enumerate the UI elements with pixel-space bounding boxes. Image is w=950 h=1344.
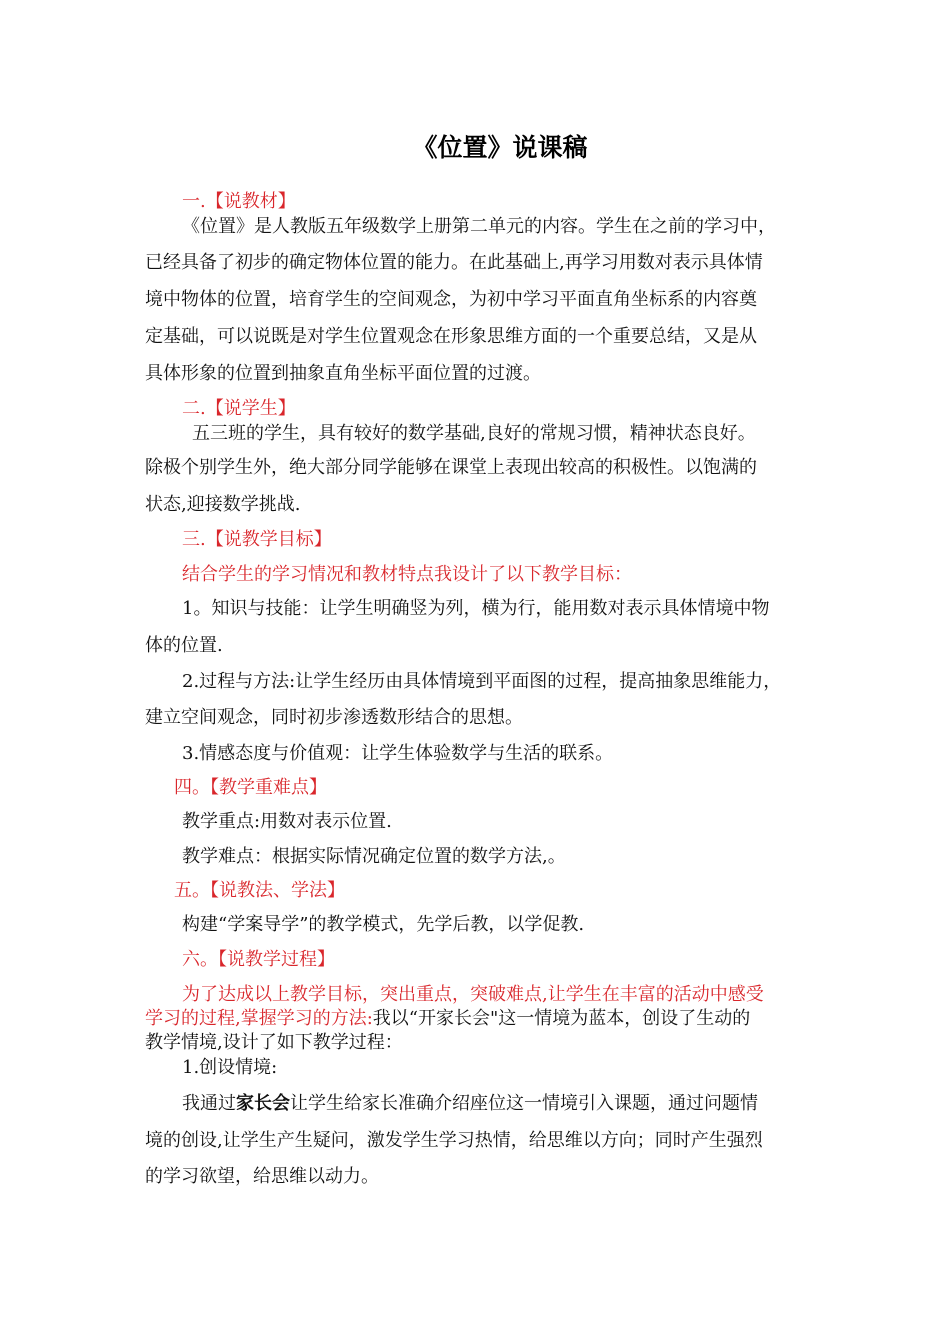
- page-title: 《位置》说课稿: [412, 133, 588, 162]
- s4-line-2: 教学难点：根据实际情况确定位置的数学方法,。: [182, 846, 566, 867]
- s6-para-bold: 家长会: [236, 1093, 290, 1114]
- s3-line-4: 建立空间观念，同时初步渗透数形结合的思想。: [145, 707, 523, 728]
- section-1-heading: 一.【说教材】: [182, 191, 296, 212]
- s1-line-5: 具体形象的位置到抽象直角坐标平面位置的过渡。: [145, 363, 541, 384]
- s6-para-b: 让学生给家长准确介绍座位这一情境引入课题，通过问题情: [290, 1093, 758, 1114]
- section-3-heading: 三.【说教学目标】: [182, 529, 332, 550]
- s3-line-5: 3.情感态度与价值观：让学生体验数学与生活的联系。: [182, 743, 614, 764]
- s6-para-line-1: [182, 1092, 758, 1116]
- s1-line-1: 《位置》是人教版五年级数学上册第二单元的内容。学生在之前的学习中，: [182, 216, 776, 237]
- s3-line-3: 2.过程与方法:让学生经历由具体情境到平面图的过程，提高抽象思维能力，: [182, 671, 782, 692]
- s2-line-3: 状态,迎接数学挑战.: [145, 494, 301, 515]
- s3-line-2: 体的位置.: [145, 635, 223, 656]
- s3-line-1: 1。知识与技能：让学生明确竖为列，横为行，能用数对表示具体情境中物: [182, 598, 770, 619]
- s1-line-4: 定基础，可以说既是对学生位置观念在形象思维方面的一个重要总结，又是从: [145, 326, 757, 347]
- s1-line-2: 已经具备了初步的确定物体位置的能力。在此基础上,再学习用数对表示具体情: [145, 252, 763, 273]
- section-2-heading: 二.【说学生】: [182, 398, 296, 419]
- s6-line-1: 为了达成以上教学目标，突出重点，突破难点,让学生在丰富的活动中感受: [182, 984, 764, 1005]
- s6-para-line-2: 境的创设,让学生产生疑问，激发学生学习热情，给思维以方向；同时产生强烈: [145, 1130, 763, 1151]
- s6-step-1: 1.创设情境:: [182, 1057, 278, 1078]
- s2-line-2: 除极个别学生外，绝大部分同学能够在课堂上表现出较高的积极性。以饱满的: [145, 457, 757, 478]
- section-4-heading: 四。【教学重难点】: [174, 777, 327, 798]
- s6-para-a: 我通过: [182, 1093, 236, 1114]
- s1-line-3: 境中物体的位置，培育学生的空间观念，为初中学习平面直角坐标系的内容奠: [145, 289, 757, 310]
- section-5-heading: 五。【说教法、学法】: [174, 880, 345, 901]
- s4-line-1: 教学重点:用数对表示位置.: [182, 811, 392, 832]
- s3-intro: 结合学生的学习情况和教材特点我设计了以下教学目标：: [182, 564, 632, 585]
- section-6-heading: 六。【说教学过程】: [182, 949, 335, 970]
- s6-line-2-black: 我以“开家长会"这一情境为蓝本，创设了生动的: [372, 1008, 751, 1029]
- s6-line-2-red: 学习的过程,掌握学习的方法:: [145, 1008, 373, 1029]
- s6-line-2: [145, 1007, 750, 1031]
- s2-line-1: 五三班的学生，具有较好的数学基础,良好的常规习惯，精神状态良好。: [192, 423, 756, 444]
- s6-line-3: 教学情境,设计了如下教学过程：: [145, 1032, 403, 1053]
- s6-para-line-3: 的学习欲望，给思维以动力。: [145, 1166, 379, 1187]
- s5-line-1: 构建“学案导学”的教学模式，先学后教，以学促教.: [182, 914, 585, 935]
